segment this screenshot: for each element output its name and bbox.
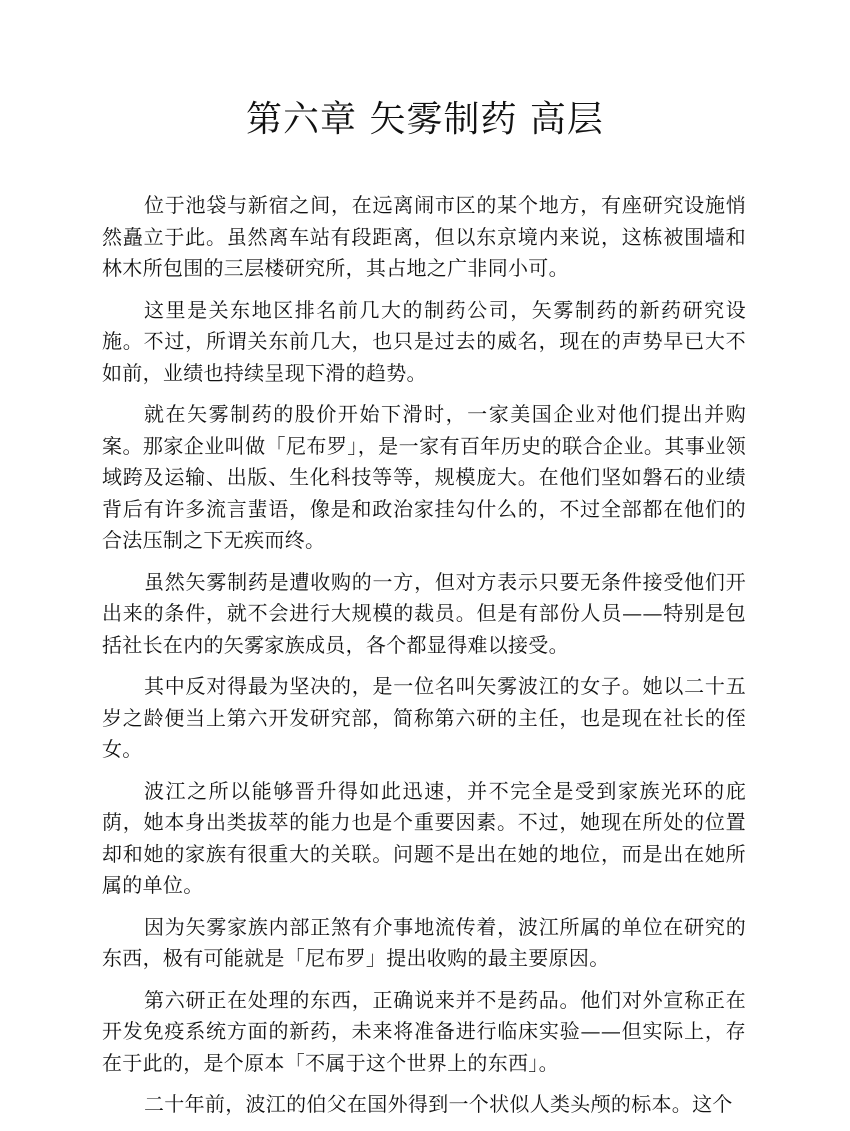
paragraph: 其中反对得最为坚决的，是一位名叫矢雾波江的女子。她以二十五岁之龄便当上第六开发研究部，简称第六研的主任，也是现在社长的侄女。 — [102, 674, 746, 761]
paragraph: 第六研正在处理的东西，正确说来并不是药品。他们对外宣称正在开发免疫系统方面的新药，未来将准备进行临床实验——但实际上，存在于此的，是个原本「不属于这个世界上的东西」。 — [102, 987, 746, 1075]
paragraph: 这里是关东地区排名前几大的制药公司，矢雾制药的新药研究设施。不过，所谓关东前几大，也只是过去的威名，现在的声势早已大不如前，业绩也持续呈现下滑的趋势。 — [102, 297, 746, 385]
paragraph: 二十年前，波江的伯父在国外得到一个状似人类头颅的标本。这个 — [144, 1092, 733, 1116]
paragraph: 虽然矢雾制药是遭收购的一方，但对方表示只要无条件接受他们开出来的条件，就不会进行大规模的裁员。但是有部份人员——特别是包括社长在内的矢雾家族成员，各个都显得难以接受。 — [102, 569, 746, 657]
body-text — [102, 190, 746, 1131]
paragraph: 位于池袋与新宿之间，在远离闹市区的某个地方，有座研究设施悄然矗立于此。虽然离车站有段距离，但以东京境内来说，这栋被围墙和林木所包围的三层楼研究所，其占地之广非同小可。 — [102, 193, 746, 280]
paragraph: 波江之所以能够晋升得如此迅速，并不完全是受到家族光环的庇荫，她本身出类拔萃的能力也是个重要因素。不过，她现在所处的位置却和她的家族有很重大的关联。问题不是出在她的地位，而是出在她所属的单位。 — [102, 778, 746, 897]
chapter-title: 第六章 矢雾制药 高层 — [246, 99, 604, 140]
paragraph: 因为矢雾家族内部正煞有介事地流传着，波江所属的单位在研究的东西，极有可能就是「尼布罗」提出收购的最主要原因。 — [102, 914, 746, 970]
paragraph: 就在矢雾制药的股价开始下滑时，一家美国企业对他们提出并购案。那家企业叫做「尼布罗」，是一家有百年历史的联合企业。其事业领域跨及运输、出版、生化科技等等，规模庞大。在他们坚如磐石的业绩背后有许多流言蜚语，像是和政治家挂勾什么的，不过全部都在他们的合法压制之下无疾而终。 — [102, 402, 746, 552]
